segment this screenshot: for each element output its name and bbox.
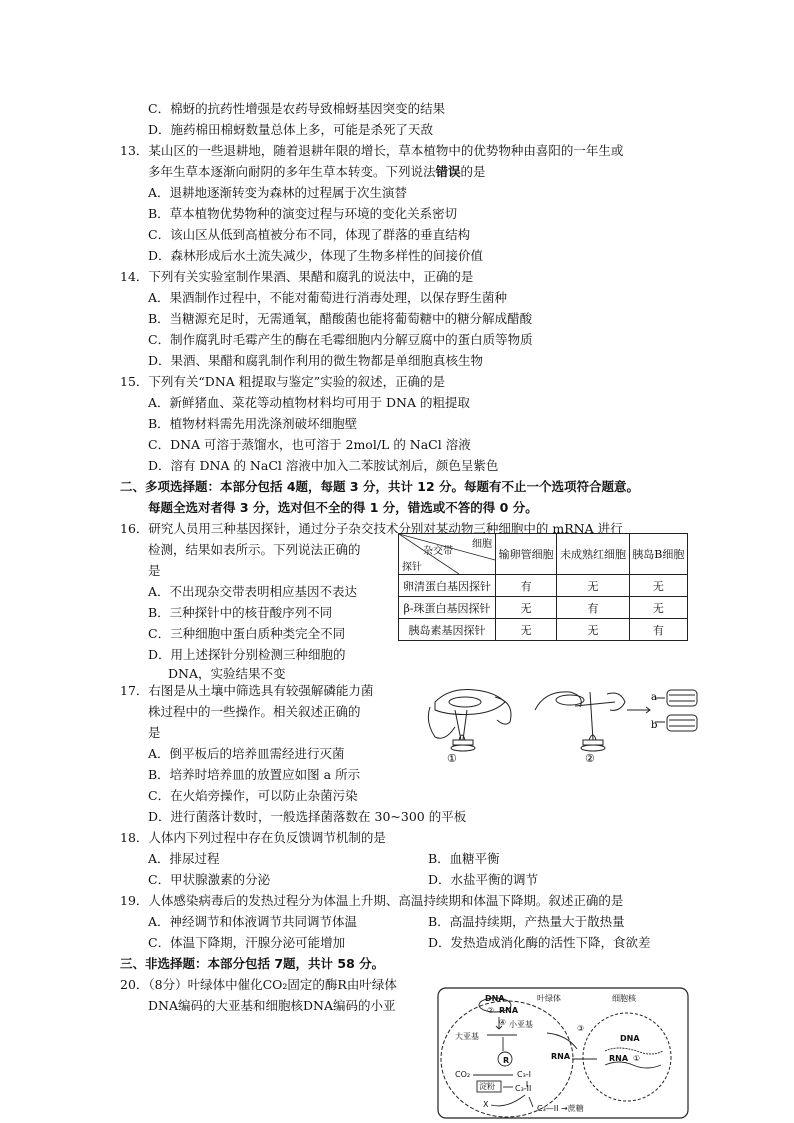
- table-header-islet-b: 胰岛B细胞: [629, 534, 687, 575]
- q13-option-d: D．森林形成后水土流失减少，体现了生物多样性的间接价值: [148, 248, 484, 263]
- fig17-label-b: b: [651, 720, 658, 731]
- q15-option-d: D．溶有 DNA 的 NaCl 溶液中加入二苯胺试剂后，颜色呈紫色: [148, 458, 499, 473]
- fig20-step-1: ①: [633, 1054, 641, 1063]
- fig20-enzyme-r: R: [503, 1056, 510, 1065]
- q17-option-b: B．培养时培养皿的放置应如图 a 所示: [148, 767, 361, 782]
- q16-option-a: A．不出现杂交带表明相应基因不表达: [148, 584, 358, 599]
- table-probe-name: 胰岛素基因探针: [399, 619, 496, 641]
- q18-option-a: A．排尿过程: [148, 851, 220, 866]
- q14-option-d: D．果酒、果醋和腐乳制作利用的微生物都是单细胞真核生物: [148, 353, 484, 368]
- table-header-immature-rbc: 未成熟红细胞: [557, 534, 629, 575]
- table-header-oviduct: 输卵管细胞: [496, 534, 557, 575]
- q18-option-b: B．血糖平衡: [428, 851, 500, 866]
- fig20-c3-ii: C₃-II: [515, 1084, 532, 1093]
- q17-stem-line3: 是: [148, 725, 161, 740]
- fig17-label-a: a: [651, 692, 657, 703]
- q13-option-b: B．草本植物优势物种的演变过程与环境的变化关系密切: [148, 206, 458, 221]
- q16-option-c: C．三种细胞中蛋白质种类完全不同: [148, 626, 346, 641]
- q17-procedure-figure: [425, 682, 705, 764]
- table-cell: 无: [629, 597, 687, 619]
- q16-option-d-line2: DNA，实验结果不变: [168, 666, 286, 681]
- q13-stem-line2: 多年生草本逐渐向耐阴的多年生草本转变。下列说法错误的是: [148, 164, 486, 179]
- q17-stem-line1: 17．右图是从土壤中筛选具有较强解磷能力菌: [120, 683, 374, 698]
- fig20-x: X: [483, 1100, 489, 1109]
- q13-emphasis-wrong: 错误: [435, 164, 461, 179]
- q16-option-b: B．三种探针中的核苷酸序列不同: [148, 605, 333, 620]
- fig20-c3-ii-to-sucrose: C₃—II →蔗糖: [537, 1104, 584, 1113]
- q18-option-d: D．水盐平衡的调节: [428, 872, 539, 887]
- fig20-dna-nucleus: DNA: [620, 1034, 640, 1043]
- q14-option-c: C．制作腐乳时毛霉产生的酶在毛霉细胞内分解豆腐中的蛋白质等物质: [148, 332, 533, 347]
- fig20-c3-i: C₃-I: [517, 1070, 532, 1079]
- fig17-label-2: ②: [585, 752, 595, 764]
- table-probe-name: 卵清蛋白基因探针: [399, 575, 496, 597]
- q12-option-d: D．施药棉田棉蚜数量总体上多，可能是杀死了天敌: [148, 122, 434, 137]
- table-cell: 无: [557, 575, 629, 597]
- q13-option-c: C．该山区从低到高植被分布不同，体现了群落的垂直结构: [148, 227, 471, 242]
- table-cell: 无: [496, 597, 557, 619]
- q18-option-c: C．甲状腺激素的分泌: [148, 872, 271, 887]
- table-cell: 无: [629, 575, 687, 597]
- q16-stem-line1: 16．研究人员用三种基因探针，通过分子杂交技术分别对某动物三种细胞中的 mRNA 进行: [120, 521, 623, 536]
- q20-chloroplast-diagram: [437, 987, 689, 1119]
- q16-result-table: [398, 533, 688, 641]
- table-cell: 有: [629, 619, 687, 641]
- q17-option-d: D．进行菌落计数时，一般选择菌落数在 30~300 的平板: [148, 809, 467, 824]
- q17-option-c: C．在火焰旁操作，可以防止杂菌污染: [148, 788, 358, 803]
- q15-option-a: A．新鲜猪血、菜花等动植物材料均可用于 DNA 的粗提取: [148, 395, 470, 410]
- q16-stem-line3: 是: [148, 563, 161, 578]
- table-cell: 有: [557, 597, 629, 619]
- fig20-rna-cytoplasm: RNA: [551, 1052, 571, 1061]
- table-cell: 无: [496, 619, 557, 641]
- q14-option-a: A．果酒制作过程中，不能对葡萄进行消毒处理，以保存野生菌种: [148, 290, 508, 305]
- table-cell: 无: [557, 619, 629, 641]
- q19-option-c: C．体温下降期，汗腺分泌可能增加: [148, 935, 346, 950]
- section2-heading-line1: 二、多项选择题：本部分包括 4题，每题 3 分，共计 12 分。每题有不止一个选项符合题意。: [120, 479, 640, 494]
- corner-label-band: 杂交带: [423, 546, 453, 557]
- q15-option-c: C．DNA 可溶于蒸馏水，也可溶于 2mol/L 的 NaCl 溶液: [148, 437, 471, 452]
- q15-stem: 15．下列有关“DNA 粗提取与鉴定”实验的叙述，正确的是: [120, 374, 446, 389]
- q17-stem-line2: 株过程中的一些操作。相关叙述正确的: [148, 704, 361, 719]
- fig17-label-1: ①: [447, 752, 457, 764]
- table-probe-name: β-珠蛋白基因探针: [399, 597, 496, 619]
- table-corner-cell: [399, 534, 496, 575]
- q17-option-a: A．倒平板后的培养皿需经进行灭菌: [148, 746, 345, 761]
- fig20-step-3: ③: [577, 1024, 585, 1033]
- q20-stem-line1: 20．（8分）叶绿体中催化CO₂固定的酶R由叶绿体: [120, 977, 397, 992]
- q16-option-d-line1: D．用上述探针分别检测三种细胞的: [148, 647, 346, 662]
- q20-stem-line2: DNA编码的大亚基和细胞核DNA编码的小亚: [148, 998, 396, 1013]
- fig20-dna-chloroplast: DNA: [485, 994, 505, 1003]
- fig20-small-subunit: 小亚基: [509, 1020, 533, 1029]
- q18-stem: 18．人体内下列过程中存在负反馈调节机制的是: [120, 830, 386, 845]
- fig20-chloroplast-label: 叶绿体: [537, 994, 561, 1003]
- fig20-rna-nucleus: RNA: [609, 1054, 629, 1063]
- q13-option-a: A．退耕地逐渐转变为森林的过程属于次生演替: [148, 185, 408, 200]
- table-row: [399, 597, 688, 619]
- q19-option-b: B．高温持续期，产热量大于散热量: [428, 914, 625, 929]
- q19-option-a: A．神经调节和体液调节共同调节体温: [148, 914, 358, 929]
- fig20-starch: 淀粉: [479, 1082, 495, 1091]
- table-row: [399, 619, 688, 641]
- fig20-rna-chloroplast: RNA: [499, 1006, 519, 1015]
- q19-option-d: D．发热造成消化酶的活性下降，食欲差: [428, 935, 651, 950]
- fig20-nucleus-label: 细胞核: [612, 994, 636, 1003]
- section2-heading-line2: 每题全选对者得 3 分，选对但不全的得 1 分，错选或不答的得 0 分。: [148, 500, 538, 515]
- q19-stem: 19．人体感染病毒后的发热过程分为体温上升期、高温持续期和体温下降期。叙述正确的是: [120, 893, 624, 908]
- table-cell: 有: [496, 575, 557, 597]
- q16-stem-line2: 检测，结果如表所示。下列说法正确的: [148, 542, 361, 557]
- q15-option-b: B．植物材料需先用洗涤剂破坏细胞壁: [148, 416, 358, 431]
- fig20-step-2: ②: [487, 1006, 495, 1015]
- fig20-co2: CO₂: [455, 1070, 471, 1079]
- table-row: [399, 575, 688, 597]
- corner-label-probe: 探针: [402, 562, 422, 573]
- corner-label-cell: 细胞: [472, 539, 492, 550]
- section3-heading: 三、非选择题：本部分包括 7题，共计 58 分。: [120, 956, 385, 971]
- q14-stem: 14．下列有关实验室制作果酒、果醋和腐乳的说法中，正确的是: [120, 269, 474, 284]
- q14-option-b: B．当糖源充足时，无需通氧，醋酸菌也能将葡萄糖中的糖分解成醋酸: [148, 311, 533, 326]
- q12-option-c: C．棉蚜的抗药性增强是农药导致棉蚜基因突变的结果: [148, 101, 446, 116]
- fig20-step-4: ④: [499, 1018, 507, 1027]
- q13-stem-line1: 13．某山区的一些退耕地，随着退耕年限的增长，草本植物中的优势物种由喜阳的一年生或: [120, 143, 624, 158]
- fig20-large-subunit: 大亚基: [455, 1032, 479, 1041]
